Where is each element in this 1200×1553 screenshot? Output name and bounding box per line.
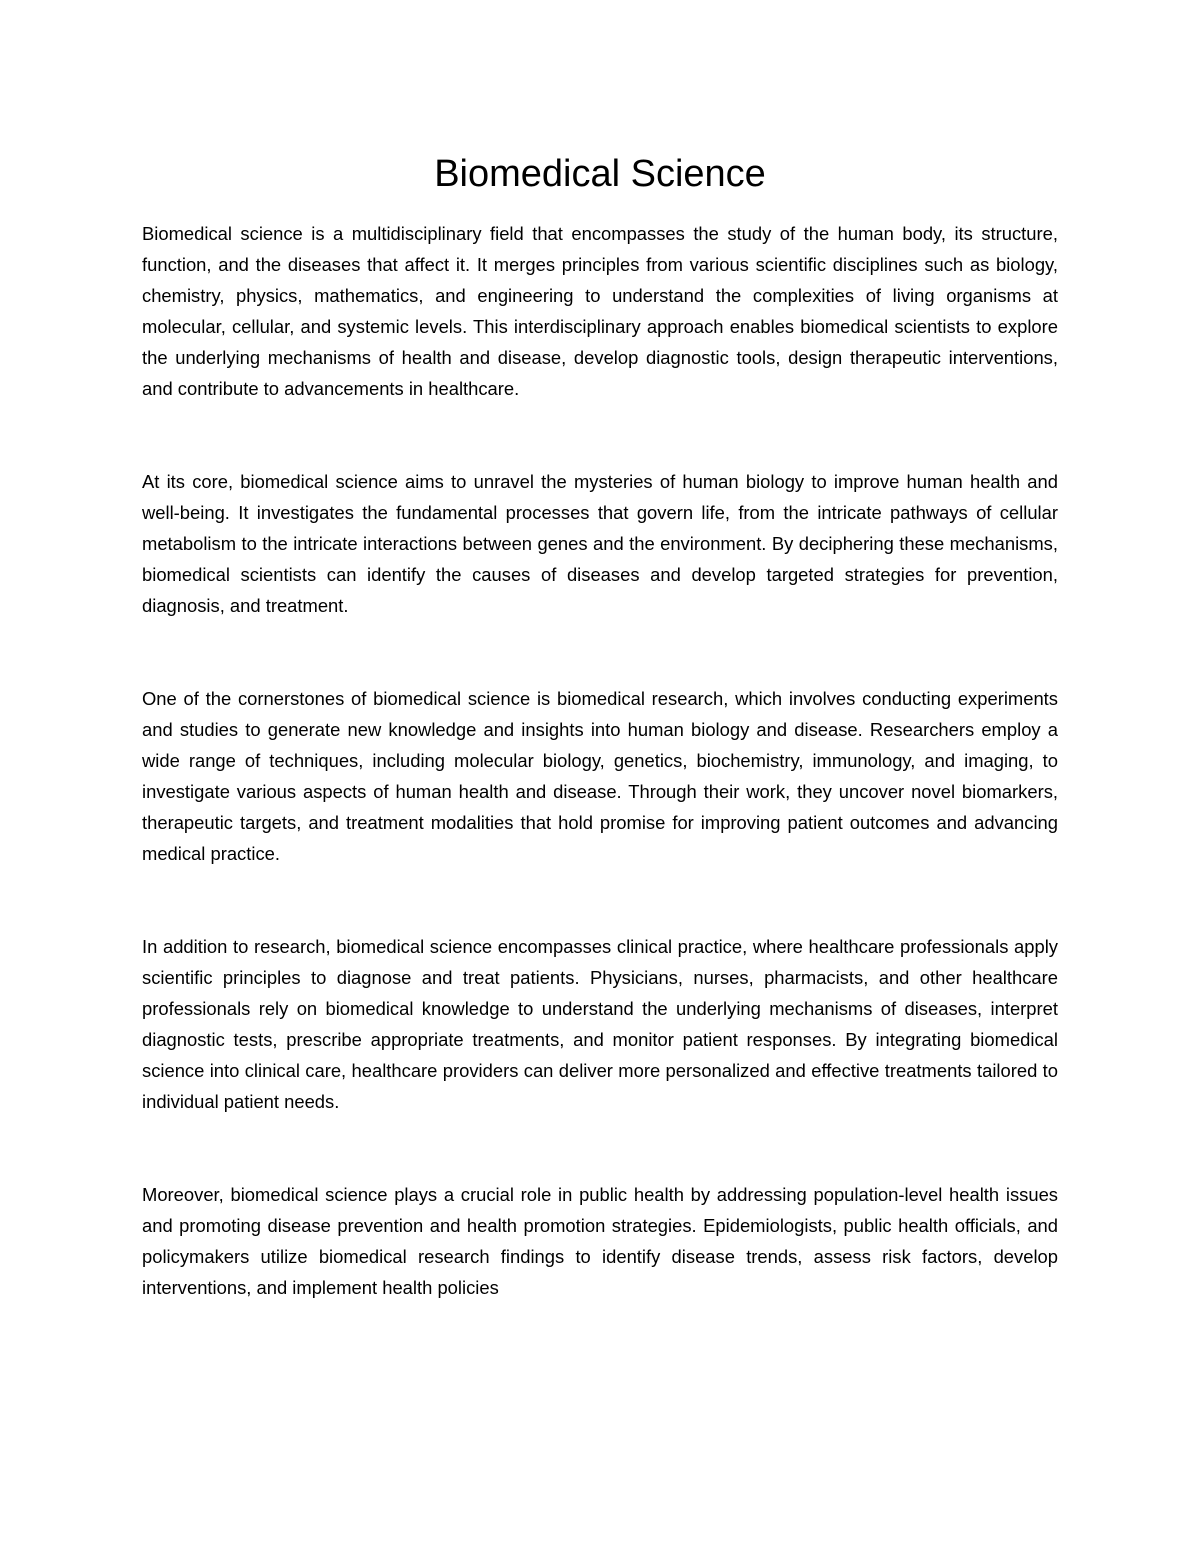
paragraph-introduction: Biomedical science is a multidisciplinary field that encompasses the study of the human body, its structure, function, and the diseases that affect it. It merges principles from various scientific disciplines such as biology, chemistry, physics, mathematics, and engineering to understand the complexities of living organisms at molecular, cellular, and systemic levels. This interdisciplinary approach enables biomedical scientists to explore the underlying mechanisms of health and disease, develop diagnostic tools, design therapeutic interventions, and contribute to advancements in healthcare. [142,223,1058,399]
document-title: Biomedical Science [434,153,766,195]
paragraph-biomedical-research: One of the cornerstones of biomedical science is biomedical research, which involves conducting experiments and studies to generate new knowledge and insights into human biology and disease. Researchers employ a wide range of techniques, including molecular biology, genetics, biochemistry, immunology, and imaging, to investigate various aspects of human health and disease. Through their work, they uncover novel biomarkers, therapeutic targets, and treatment modalities that hold promise for improving patient outcomes and advancing medical practice. [142,688,1058,864]
paragraph-clinical-practice: In addition to research, biomedical science encompasses clinical practice, where healthcare professionals apply scientific principles to diagnose and treat patients. Physicians, nurses, pharmacists, and other healthcare professionals rely on biomedical knowledge to understand the underlying mechanisms of diseases, interpret diagnostic tests, prescribe appropriate treatments, and monitor patient responses. By integrating biomedical science into clinical care, healthcare providers can deliver more personalized and effective treatments tailored to individual patient needs. [142,936,1058,1112]
paragraph-core-aims: At its core, biomedical science aims to unravel the mysteries of human biology to improve human health and well-being. It investigates the fundamental processes that govern life, from the intricate pathways of cellular metabolism to the intricate interactions between genes and the environment. By deciphering these mechanisms, biomedical scientists can identify the causes of diseases and develop targeted strategies for prevention, diagnosis, and treatment. [142,471,1058,616]
document-body [142,150,1058,1365]
paragraph-public-health: Moreover, biomedical science plays a crucial role in public health by addressing population-level health issues and promoting disease prevention and health promotion strategies. Epidemiologists, public health officials, and policymakers utilize biomedical research findings to identify disease trends, assess risk factors, develop interventions, and implement health policies [142,1184,1058,1298]
